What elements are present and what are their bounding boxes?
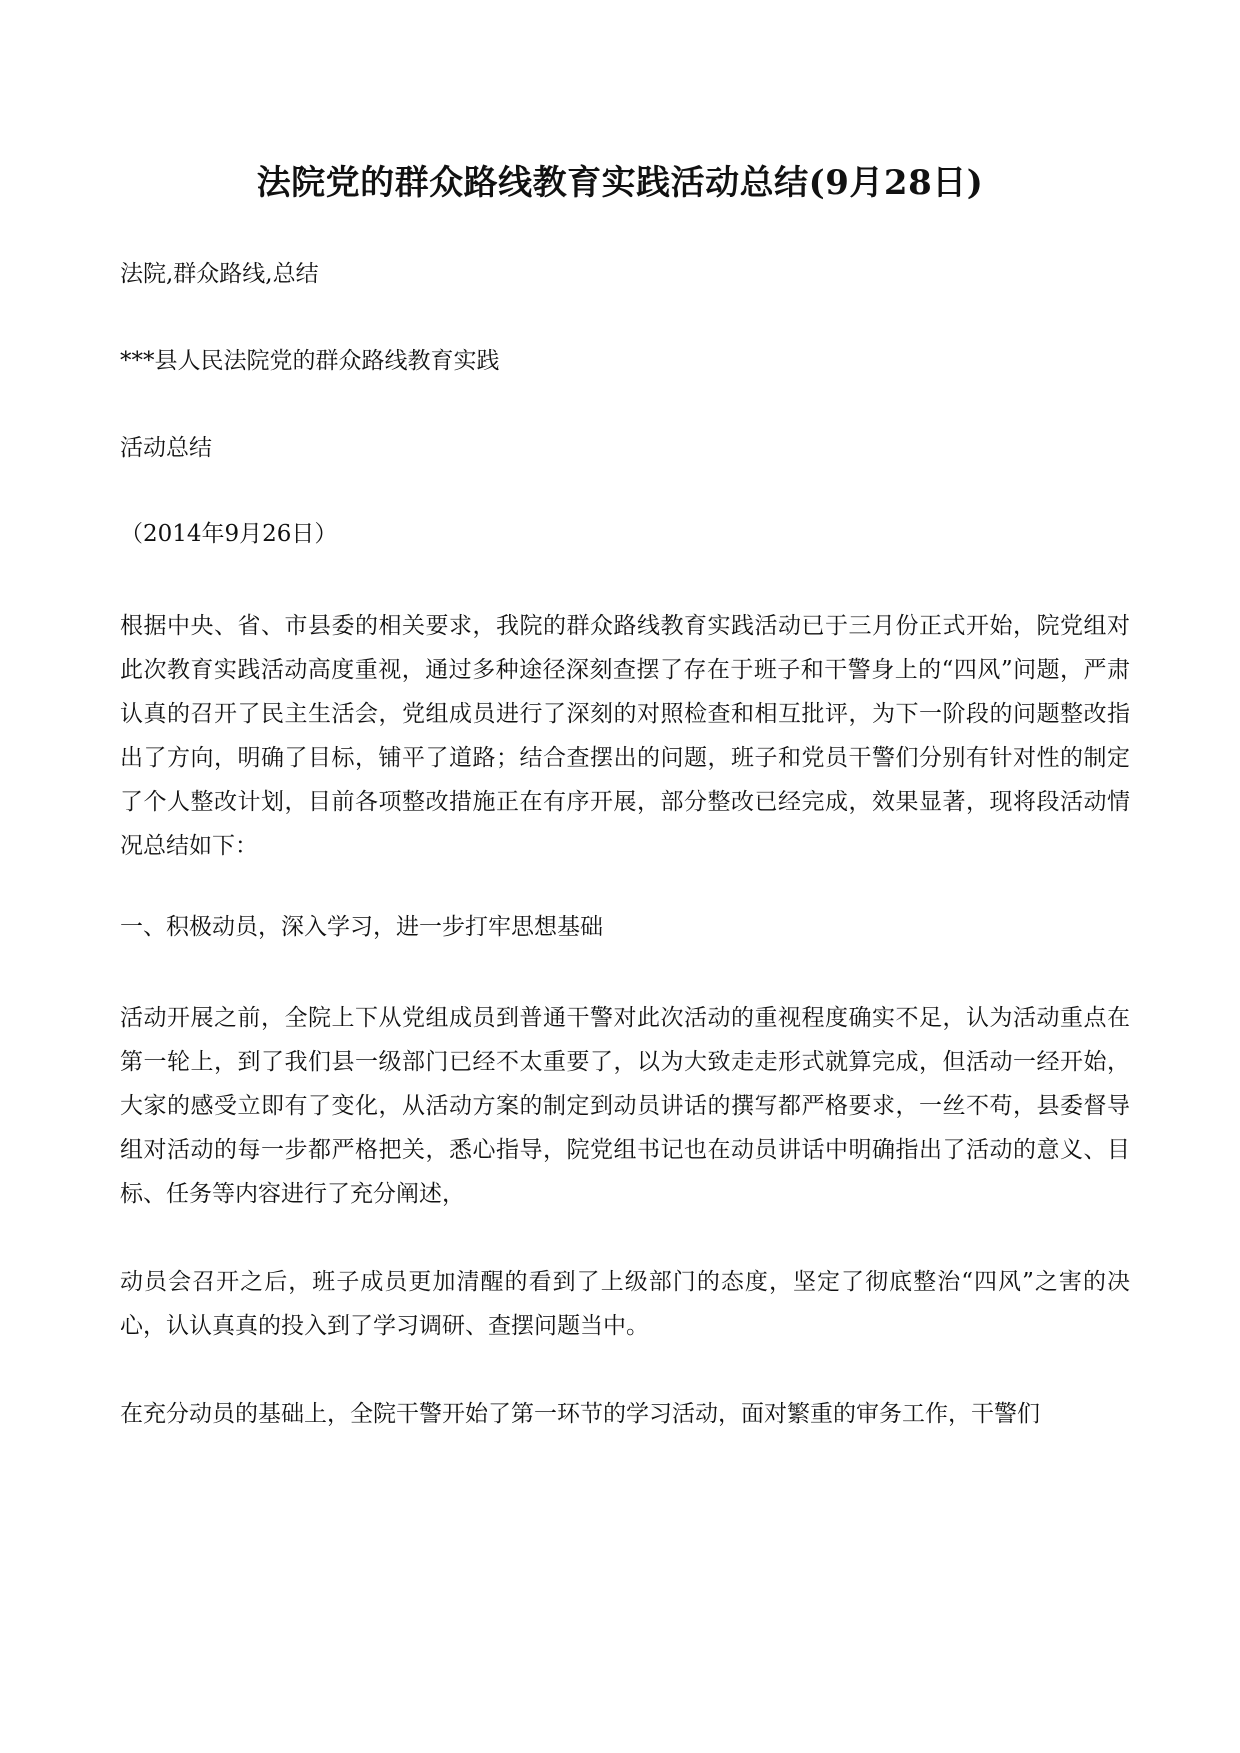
body-paragraph-1: 活动开展之前，全院上下从党组成员到普通干警对此次活动的重视程度确实不足，认为活动重点在第一轮上，到了我们县一级部门已经不太重要了，以为大致走走形式就算完成，但活动一经开始，大家的感受立即有了变化，从活动方案的制定到动员讲话的撰写都严格要求，一丝不苟，县委督导组对活动的每一步都严格把关，悉心指导，院党组书记也在动员讲话中明确指出了活动的意义、目标、任务等内容进行了充分阐述， <box>120 1005 1130 1207</box>
body-paragraph-3: 在充分动员的基础上，全院干警开始了第一环节的学习活动，面对繁重的审务工作，干警们 <box>120 1401 1040 1427</box>
keywords-line: 法院,群众路线,总结 <box>120 261 319 287</box>
intro-paragraph: 根据中央、省、市县委的相关要求，我院的群众路线教育实践活动已于三月份正式开始，院党组对此次教育实践活动高度重视，通过多种途径深刻查摆了存在于班子和干警身上的“四风”问题，严肃认真的召开了民主生活会，党组成员进行了深刻的对照检查和相互批评，为下一阶段的问题整改指出了方向，明确了目标，铺平了道路；结合查摆出的问题，班子和党员干警们分别有针对性的制定了个人整改计划，目前各项整改措施正在有序开展，部分整改已经完成，效果显著，现将段活动情况总结如下： <box>120 613 1130 859</box>
section-heading-1: 一、积极动员，深入学习，进一步打牢思想基础 <box>120 914 603 940</box>
body-paragraph-2: 动员会召开之后，班子成员更加清醒的看到了上级部门的态度，坚定了彻底整治“四风”之害的决心，认认真真的投入到了学习调研、查摆问题当中。 <box>120 1269 1130 1339</box>
subtitle-line-1: ***县人民法院党的群众路线教育实践 <box>120 348 500 374</box>
document-date: （2014年9月26日） <box>120 521 338 547</box>
subtitle-line-2: 活动总结 <box>120 435 212 461</box>
document-title: 法院党的群众路线教育实践活动总结(9月28日) <box>256 163 984 203</box>
